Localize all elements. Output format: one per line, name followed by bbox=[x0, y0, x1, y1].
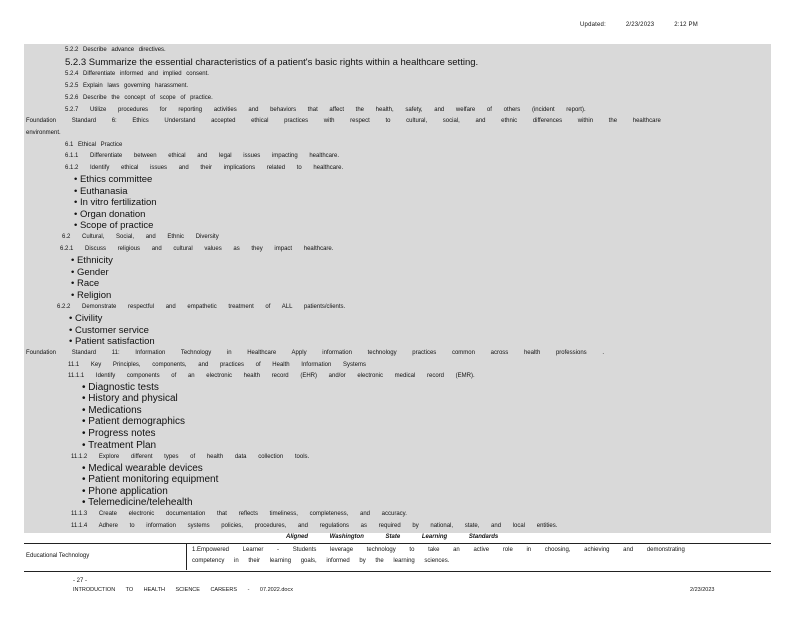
list-item: 5.2.3 Summarize the essential characteristics of a patient's basic rights within a healthcare setting. bbox=[65, 57, 479, 68]
updated-label: Updated: bbox=[580, 22, 606, 28]
table-divider bbox=[186, 543, 187, 570]
list-item: 5.2.2 Describe advance directives. bbox=[65, 47, 166, 53]
list-item: • Medications bbox=[82, 405, 142, 416]
list-item: • Ethnicity bbox=[71, 255, 113, 266]
list-item: 11.1.2 Explore different types of health data collection tools. bbox=[71, 454, 310, 460]
list-item: • Progress notes bbox=[82, 428, 156, 439]
list-item: environment. bbox=[26, 130, 61, 136]
list-item: • Organ donation bbox=[74, 209, 146, 220]
footer-document-name: INTRODUCTION TO HEALTH SCIENCE CAREERS - 07.2022.docx bbox=[73, 587, 293, 593]
list-item: • Religion bbox=[71, 290, 112, 301]
list-item: 6.1 Ethical Practice bbox=[65, 142, 123, 148]
page-number: - 27 - bbox=[73, 578, 88, 584]
list-item: 6.1.1 Differentiate between ethical and legal issues impacting healthcare. bbox=[65, 153, 340, 159]
list-item: 5.2.6 Describe the concept of scope of practice. bbox=[65, 95, 213, 101]
list-item: • Scope of practice bbox=[74, 220, 154, 231]
list-item: • Customer service bbox=[69, 325, 149, 336]
updated-time: 2:12 PM bbox=[674, 22, 698, 28]
list-item: 6.1.2 Identify ethical issues and their implications related to healthcare. bbox=[65, 165, 344, 171]
updated-header bbox=[580, 22, 716, 28]
list-item: • Patient demographics bbox=[82, 416, 186, 427]
list-item: 11.1.3 Create electronic documentation that reflects timeliness, completeness, and accuracy. bbox=[71, 511, 407, 517]
edu-tech-description-line-2: competency in their learning goals, informed by the learning sciences. bbox=[192, 558, 450, 564]
list-item: 11.1.4 Adhere to information systems policies, procedures, and regulations as required by national, state, and local entities. bbox=[71, 523, 558, 529]
standards-heading: Aligned Washington State Learning Standards bbox=[286, 534, 499, 540]
list-item: • Patient satisfaction bbox=[69, 336, 155, 347]
footer-date: 2/23/2023 bbox=[690, 587, 715, 593]
list-item: • Treatment Plan bbox=[82, 440, 157, 451]
list-item: 6.2 Cultural, Social, and Ethnic Diversity bbox=[62, 234, 219, 240]
list-item: 11.1 Key Principles, components, and practices of Health Information Systems bbox=[68, 362, 366, 368]
edu-tech-label: Educational Technology bbox=[26, 553, 90, 559]
list-item: • Diagnostic tests bbox=[82, 382, 159, 393]
list-item: • Race bbox=[71, 278, 100, 289]
list-item: 6.2.1 Discuss religious and cultural values as they impact healthcare. bbox=[60, 246, 334, 252]
list-item: • History and physical bbox=[82, 393, 178, 404]
list-item: • Medical wearable devices bbox=[82, 463, 203, 474]
list-item: 6.2.2 Demonstrate respectful and empathetic treatment of ALL patients/clients. bbox=[57, 304, 346, 310]
updated-date: 2/23/2023 bbox=[625, 22, 655, 28]
list-item: • Phone application bbox=[82, 486, 168, 497]
list-item: • Ethics committee bbox=[74, 174, 153, 185]
list-item: • Patient monitoring equipment bbox=[82, 474, 219, 485]
list-item: • In vitro fertilization bbox=[74, 197, 157, 208]
edu-tech-description-line-1: 1.Empowered Learner - Students leverage technology to take an active role in choosing, achieving and demonstrating bbox=[192, 547, 685, 553]
foundation-standard-6: Foundation Standard 6: Ethics Understand accepted ethical practices with respect to cultural, social, and ethnic differences within the healthcare bbox=[26, 118, 661, 124]
list-item: • Euthanasia bbox=[74, 186, 128, 197]
list-item: 5.2.5 Explain laws governing harassment. bbox=[65, 83, 189, 89]
list-item: • Gender bbox=[71, 267, 109, 278]
list-item: 11.1.1 Identify components of an electronic health record (EHR) and/or electronic medical record (EMR). bbox=[68, 373, 475, 379]
list-item: 5.2.7 Utilize procedures for reporting activities and behaviors that affect the health, safety, and welfare of others (incident report). bbox=[65, 107, 586, 113]
list-item: 5.2.4 Differentiate informed and implied consent. bbox=[65, 71, 209, 77]
list-item: • Civility bbox=[69, 313, 103, 324]
list-item: • Telemedicine/telehealth bbox=[82, 497, 193, 508]
foundation-standard-11: Foundation Standard 11: Information Technology in Healthcare Apply information technology practices common across health professions . bbox=[26, 350, 604, 356]
